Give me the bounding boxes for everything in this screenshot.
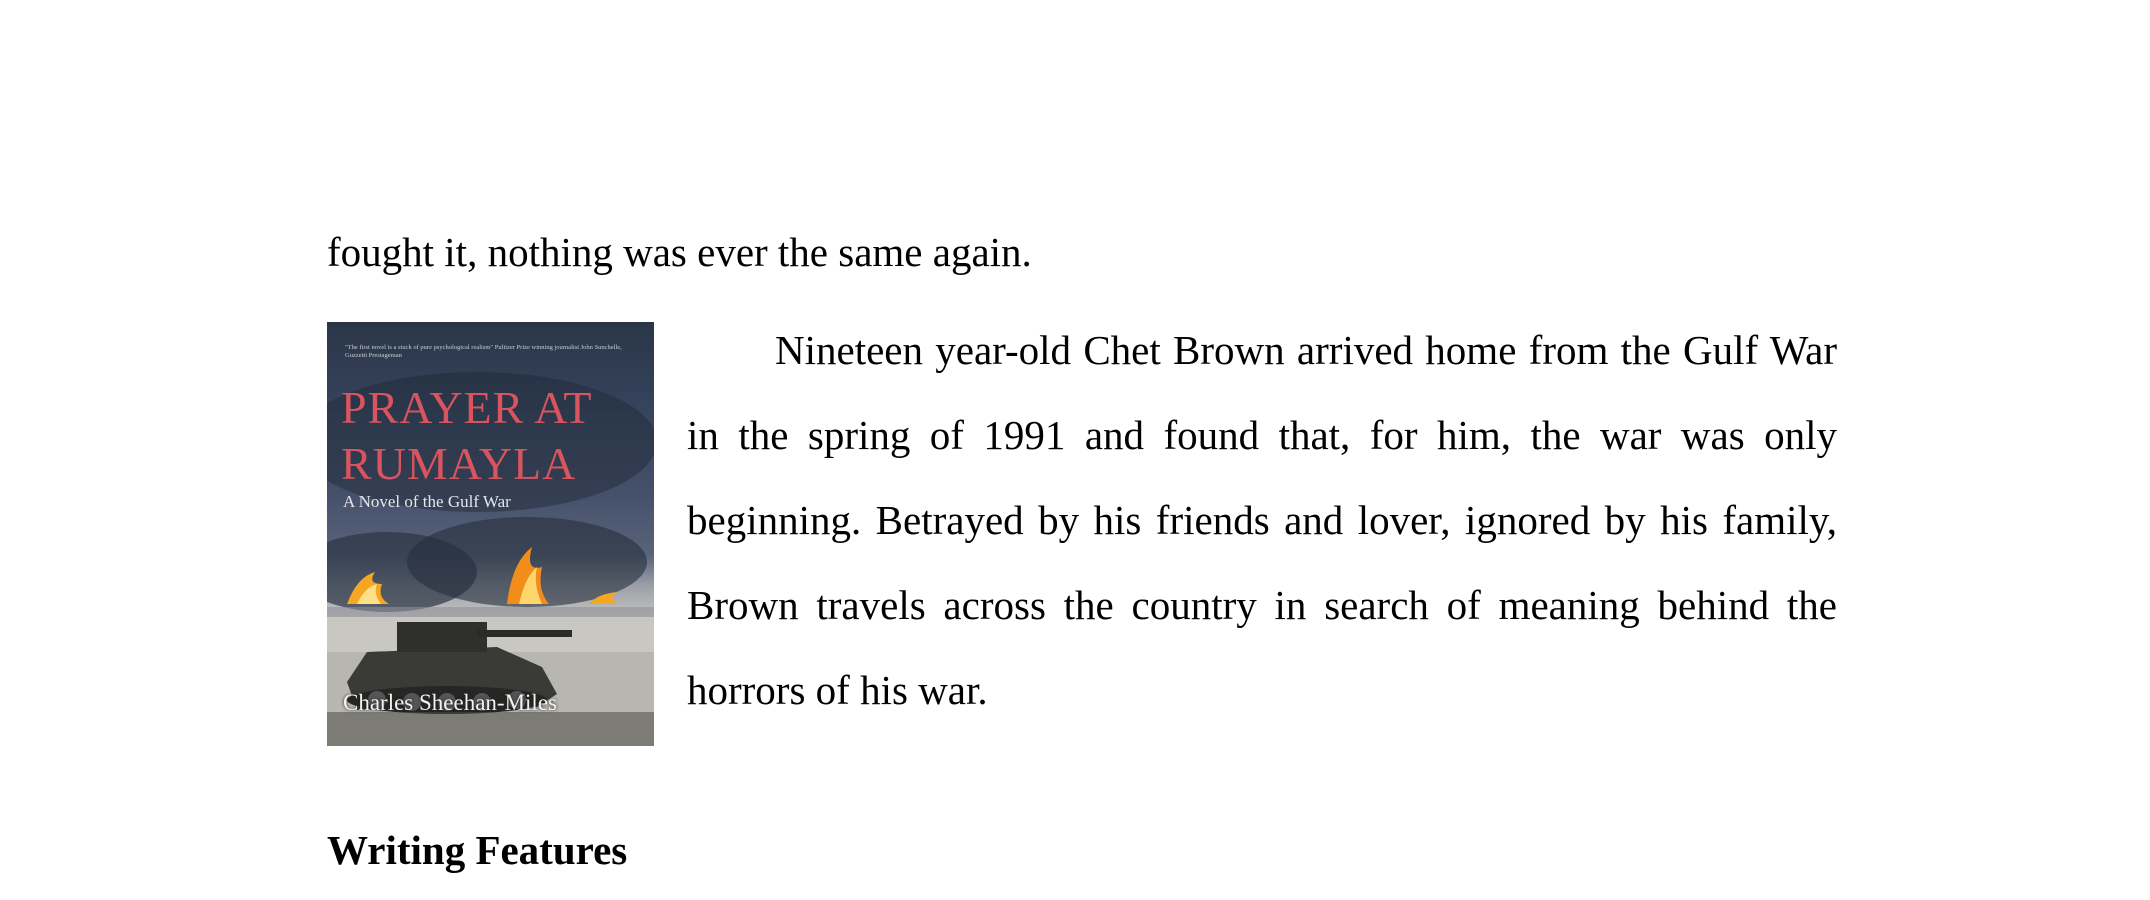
- cover-title: PRAYER AT RUMAYLA: [341, 382, 593, 489]
- cover-subtitle: A Novel of the Gulf War: [343, 492, 511, 511]
- book-description-paragraph: Nineteen year-old Chet Brown arrived home from the Gulf War in the spring of 1991 and found that, for him, the war was only beginning. Betrayed by his friends and lover, ignored by his family, Brown travels across the country in search of meaning behind the horrors of his war.: [687, 327, 1837, 713]
- text-line-continuation: fought it, nothing was ever the same again.: [327, 229, 1032, 275]
- book-cover-image: [327, 322, 654, 746]
- cover-author: Charles Sheehan-Miles: [343, 690, 557, 715]
- section-heading: Writing Features: [327, 827, 628, 873]
- cover-quote: "The first novel is a stuck of pure psychological realism" Pulitzer Prize winning journalist John Sunchelle, Guzzetti Prestageman: [345, 344, 622, 359]
